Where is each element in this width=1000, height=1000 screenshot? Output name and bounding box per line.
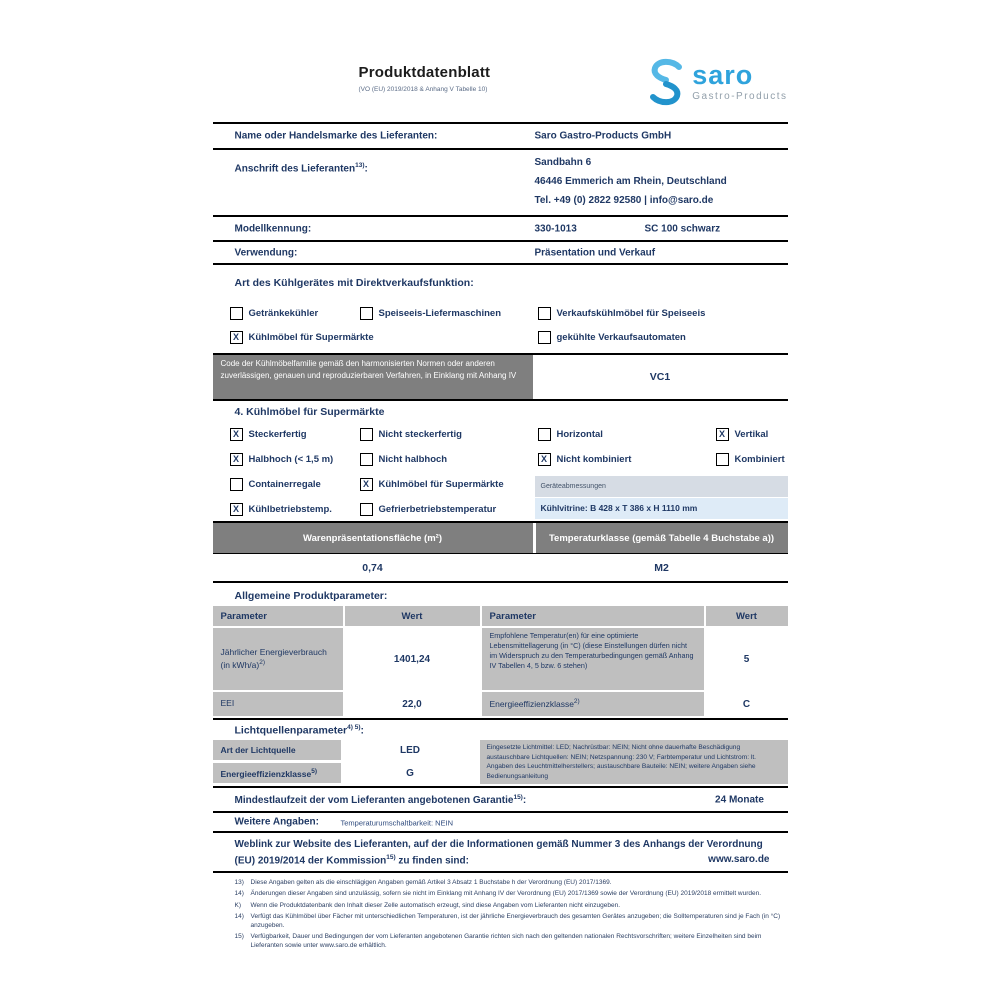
document-header — [213, 58, 788, 122]
temp-class-value: M2 — [654, 561, 669, 574]
address-line-city: 46446 Emmerich am Rhein, Deutschland — [534, 176, 727, 187]
email-link[interactable]: info@saro.de — [649, 195, 714, 206]
checkbox-verkaufskuehlmoebel-speiseeis — [538, 307, 551, 320]
address-line-contact: Tel. +49 (0) 2822 92580 | info@saro.de — [534, 195, 714, 206]
option-verkaufskuehlmoebel-speiseeis — [538, 307, 706, 320]
footnote-text: Verfügbarkeit, Dauer und Bedingungen der vom Lieferanten angebotenen Garantie richten sich nach den geltenden nationalen Rechtsvorschriften; weitere Einzelheiten sind beim Lieferanten sowie unter www.saro.de erhältlich. — [250, 933, 762, 949]
section-appliance-type — [213, 263, 788, 353]
footnote — [235, 913, 784, 931]
option-nicht-kombiniert — [538, 453, 632, 466]
option-kuehlmoebel-supermaerkte-2 — [360, 478, 504, 491]
row-display-area-header — [213, 521, 788, 553]
product-datasheet — [213, 0, 788, 951]
checkbox-label: Vertikal — [734, 429, 769, 440]
option-speiseeis-liefermaschinen — [360, 307, 502, 320]
light-energy-class-label: Energieeffizienzklasse$^{5)}$ — [213, 763, 341, 783]
checkbox-containerregale — [230, 478, 243, 491]
checkbox-label: gekühlte Verkaufsautomaten — [556, 332, 686, 343]
footnote-text: Wenn die Produktdatenbank den Inhalt dieser Zelle automatisch erzeugt, sind diese Angaben vom Lieferanten nicht einzugeben. — [250, 901, 621, 909]
row-weblink — [213, 831, 788, 871]
checkbox-kuehlbetriebstemp: X — [230, 503, 243, 516]
dimensions-header: Geräteabmessungen — [535, 476, 788, 497]
col-header-wert: Wert — [345, 606, 480, 626]
footnote — [235, 879, 784, 888]
checkbox-label: Horizontal — [556, 429, 603, 440]
footnote-marker: 13) — [355, 162, 365, 169]
footnote-text: Änderungen dieser Angaben sind unzulässig, sofern sie nicht im Einklang mit Anhang IV der Verordnung (EU) 2017/1369 sowie der Verordnung (EU) 2019/2018 ermittelt wurden. — [250, 890, 762, 898]
footnote-marker: 15) — [234, 933, 244, 941]
option-gefrierbetriebstemperatur — [360, 503, 497, 516]
row-model — [213, 215, 788, 240]
checkbox-kuehlmoebel-supermaerkte-2: X — [360, 478, 373, 491]
checkbox-gefrierbetriebstemperatur — [360, 503, 373, 516]
row-additional-info — [213, 811, 788, 831]
checkbox-label: Getränkekühler — [248, 308, 319, 319]
warranty-label: Mindestlaufzeit der vom Lieferanten angebotenen Garantie$^{15)}$: — [234, 793, 527, 806]
col-header-wert-2: Wert — [706, 606, 788, 626]
option-halbhoch — [230, 453, 334, 466]
param-annual-energy-value: 1401,24 — [345, 628, 480, 690]
model-code: 330-1013 — [534, 223, 577, 234]
supplier-address-label: Anschrift des Lieferanten$^{13)}$: — [234, 162, 368, 175]
model-name: SC 100 schwarz — [644, 223, 721, 234]
checkbox-getraenkekuehler — [230, 307, 243, 320]
light-type-value: LED — [400, 744, 420, 756]
checkbox-label: Kombiniert — [734, 454, 785, 465]
param-energy-class-label: Energieeffizienzklasse$^{2)}$ — [482, 692, 704, 716]
appliance-type-heading: Art des Kühlgerätes mit Direktverkaufsfunktion: — [234, 277, 474, 289]
row-family-code — [213, 353, 788, 399]
footnote-marker: 14) — [234, 890, 244, 898]
checkbox-label: Kühlmöbel für Supermärkte — [378, 479, 504, 490]
footnotes — [213, 871, 788, 950]
footnote — [235, 902, 784, 911]
light-type-label: Art der Lichtquelle — [213, 740, 341, 760]
general-parameters-table — [213, 606, 788, 718]
footnote — [235, 890, 784, 899]
row-usage — [213, 240, 788, 263]
logo-text — [692, 62, 787, 102]
weblink-label: Weblink zur Website des Lieferanten, auf der die Informationen gemäß Nummer 3 des Anhangs der Verordnung (EU) 2019/2014 der Kommission$^{15)}$ zu finden sind: — [234, 839, 763, 867]
footnote-marker: K) — [234, 901, 241, 909]
saro-logo-icon — [648, 58, 684, 106]
supplier-website-link[interactable]: www.saro.de — [708, 854, 770, 866]
option-vertikal — [716, 428, 769, 441]
option-getraenkekuehler — [230, 307, 319, 320]
row-warranty — [213, 786, 788, 811]
param-recommended-temp-value: 5 — [706, 628, 788, 690]
checkbox-label: Steckerfertig — [248, 429, 307, 440]
light-energy-class-value: G — [406, 767, 414, 779]
checkbox-vertikal: X — [716, 428, 729, 441]
family-code-label: Code der Kühlmöbelfamilie gemäß den harmonisierten Normen oder anderen zuverlässigen, genauen und reproduzierbaren Verfahren, in Einklang mit Anhang IV — [213, 355, 533, 399]
usage-value: Präsentation und Verkauf — [534, 247, 656, 258]
option-horizontal — [538, 428, 603, 441]
option-nicht-halbhoch — [360, 453, 448, 466]
address-line-street: Sandbahn 6 — [534, 157, 592, 168]
checkbox-label: Nicht kombiniert — [556, 454, 632, 465]
logo-brand-text: saro — [692, 60, 754, 90]
row-supplier-name — [213, 122, 788, 148]
general-params-heading: Allgemeine Produktparameter: — [234, 590, 388, 602]
additional-info-label: Weitere Angaben: — [234, 816, 319, 828]
checkbox-label: Halbhoch (< 1,5 m) — [248, 454, 334, 465]
param-eei-label: EEI — [213, 692, 343, 716]
col-header-parameter: Parameter — [213, 606, 343, 626]
checkbox-label: Nicht halbhoch — [378, 454, 448, 465]
saro-logo — [648, 58, 787, 106]
warranty-value: 24 Monate — [715, 794, 764, 806]
row-supplier-address — [213, 148, 788, 215]
temp-class-label: Temperaturklasse (gemäß Tabelle 4 Buchstabe a)) — [536, 523, 788, 553]
footnote-marker: 13) — [234, 879, 244, 887]
footnote — [235, 933, 784, 951]
row-general-params-heading — [213, 581, 788, 606]
checkbox-row — [213, 307, 788, 325]
light-params-heading: Lichtquellenparameter$^{4) 5)}$: — [234, 724, 364, 737]
option-containerregale — [230, 478, 321, 491]
param-eei-value: 22,0 — [345, 692, 480, 716]
checkbox-steckerfertig: X — [230, 428, 243, 441]
light-source-note: Eingesetzte Lichtmittel: LED; Nachrüstbar: NEIN; Nicht ohne dauerhafte Beschädigung austauschbare Lichtquellen: NEIN; Netzspannung: 230 V; Farbtemperatur und Lichtstrom: lt. Angaben des Leuchtmittelherstellers; austauschbare Bauteile: NEIN; weitere Angaben siehe Bedienungsanleitung — [480, 740, 788, 784]
page-subtitle: (VO (EU) 2019/2018 & Anhang V Tabelle 10) — [358, 86, 488, 93]
param-annual-energy-label: Jährlicher Energieverbrauch (in kWh/a)$^{2)}$ — [213, 628, 343, 690]
checkbox-label: Verkaufskühlmöbel für Speiseeis — [556, 308, 706, 319]
checkbox-label: Containerregale — [248, 479, 321, 490]
supplier-name-label: Name oder Handelsmarke des Lieferanten: — [234, 130, 438, 142]
checkbox-label: Kühlmöbel für Supermärkte — [248, 332, 374, 343]
additional-info-value: Temperaturumschaltbarkeit: NEIN — [340, 818, 454, 828]
logo-tagline-text: Gastro-Products — [692, 91, 788, 102]
family-code-value: VC1 — [649, 371, 671, 383]
param-recommended-temp-label: Empfohlene Temperatur(en) für eine optimierte Lebensmittellagerung (in °C) (diese Einstellungen dürfen nicht im Widerspruch zu den Temperaturbedingungen gemäß Anhang IV Tabellen 4, 5 bzw. 6 stehen) — [482, 628, 704, 690]
checkbox-nicht-steckerfertig — [360, 428, 373, 441]
option-gekuehlte-verkaufsautomaten — [538, 331, 686, 344]
footnote-text: Diese Angaben gelten als die einschlägigen Angaben gemäß Artikel 3 Absatz 1 Buchstabe h der Verordnung (EU) 2017/1369. — [250, 879, 612, 887]
display-area-label: Warenpräsentationsfläche (m²) — [213, 523, 533, 553]
light-parameters-table — [213, 740, 788, 786]
supplier-address-value — [535, 157, 727, 214]
row-display-area-values — [213, 553, 788, 581]
param-energy-class-value: C — [706, 692, 788, 716]
model-label: Modellkennung: — [234, 223, 312, 234]
display-area-value: 0,74 — [362, 561, 383, 574]
checkbox-nicht-halbhoch — [360, 453, 373, 466]
page-title: Produktdatenblatt — [358, 64, 491, 81]
checkbox-horizontal — [538, 428, 551, 441]
checkbox-kuehlmoebel-supermaerkte: X — [230, 331, 243, 344]
dimensions-value: Kühlvitrine: B 428 x T 386 x H 1110 mm — [535, 498, 788, 519]
section-supermarket-cabinet — [213, 399, 788, 521]
supplier-name-value: Saro Gastro-Products GmbH — [534, 130, 672, 142]
col-header-parameter-2: Parameter — [482, 606, 704, 626]
checkbox-kombiniert — [716, 453, 729, 466]
usage-label: Verwendung: — [234, 247, 298, 258]
option-kuehlmoebel-supermaerkte — [230, 331, 374, 344]
checkbox-label: Speiseeis-Liefermaschinen — [378, 308, 501, 319]
checkbox-label: Gefrierbetriebstemperatur — [378, 504, 497, 515]
checkbox-speiseeis-liefermaschinen — [360, 307, 373, 320]
checkbox-label: Kühlbetriebstemp. — [248, 504, 332, 515]
checkbox-row — [213, 453, 788, 471]
checkbox-label: Nicht steckerfertig — [378, 429, 462, 440]
checkbox-row — [213, 428, 788, 446]
option-nicht-steckerfertig — [360, 428, 462, 441]
checkbox-halbhoch: X — [230, 453, 243, 466]
footnote-text: Verfügt das Kühlmöbel über Fächer mit unterschiedlichen Temperaturen, ist der jährliche Energieverbrauch des gesamten Gerätes anzugeben; die Solltemperaturen sind je Fach (in °C) anzugeben. — [250, 912, 781, 929]
option-kuehlbetriebstemp — [230, 503, 332, 516]
checkbox-nicht-kombiniert: X — [538, 453, 551, 466]
footnote-marker: 14) — [234, 912, 244, 920]
option-kombiniert — [716, 453, 785, 466]
checkbox-gekuehlte-verkaufsautomaten — [538, 331, 551, 344]
option-steckerfertig — [230, 428, 307, 441]
checkbox-row — [213, 331, 788, 349]
supermarket-heading: 4. Kühlmöbel für Supermärkte — [234, 406, 385, 418]
row-light-params-heading — [213, 718, 788, 740]
